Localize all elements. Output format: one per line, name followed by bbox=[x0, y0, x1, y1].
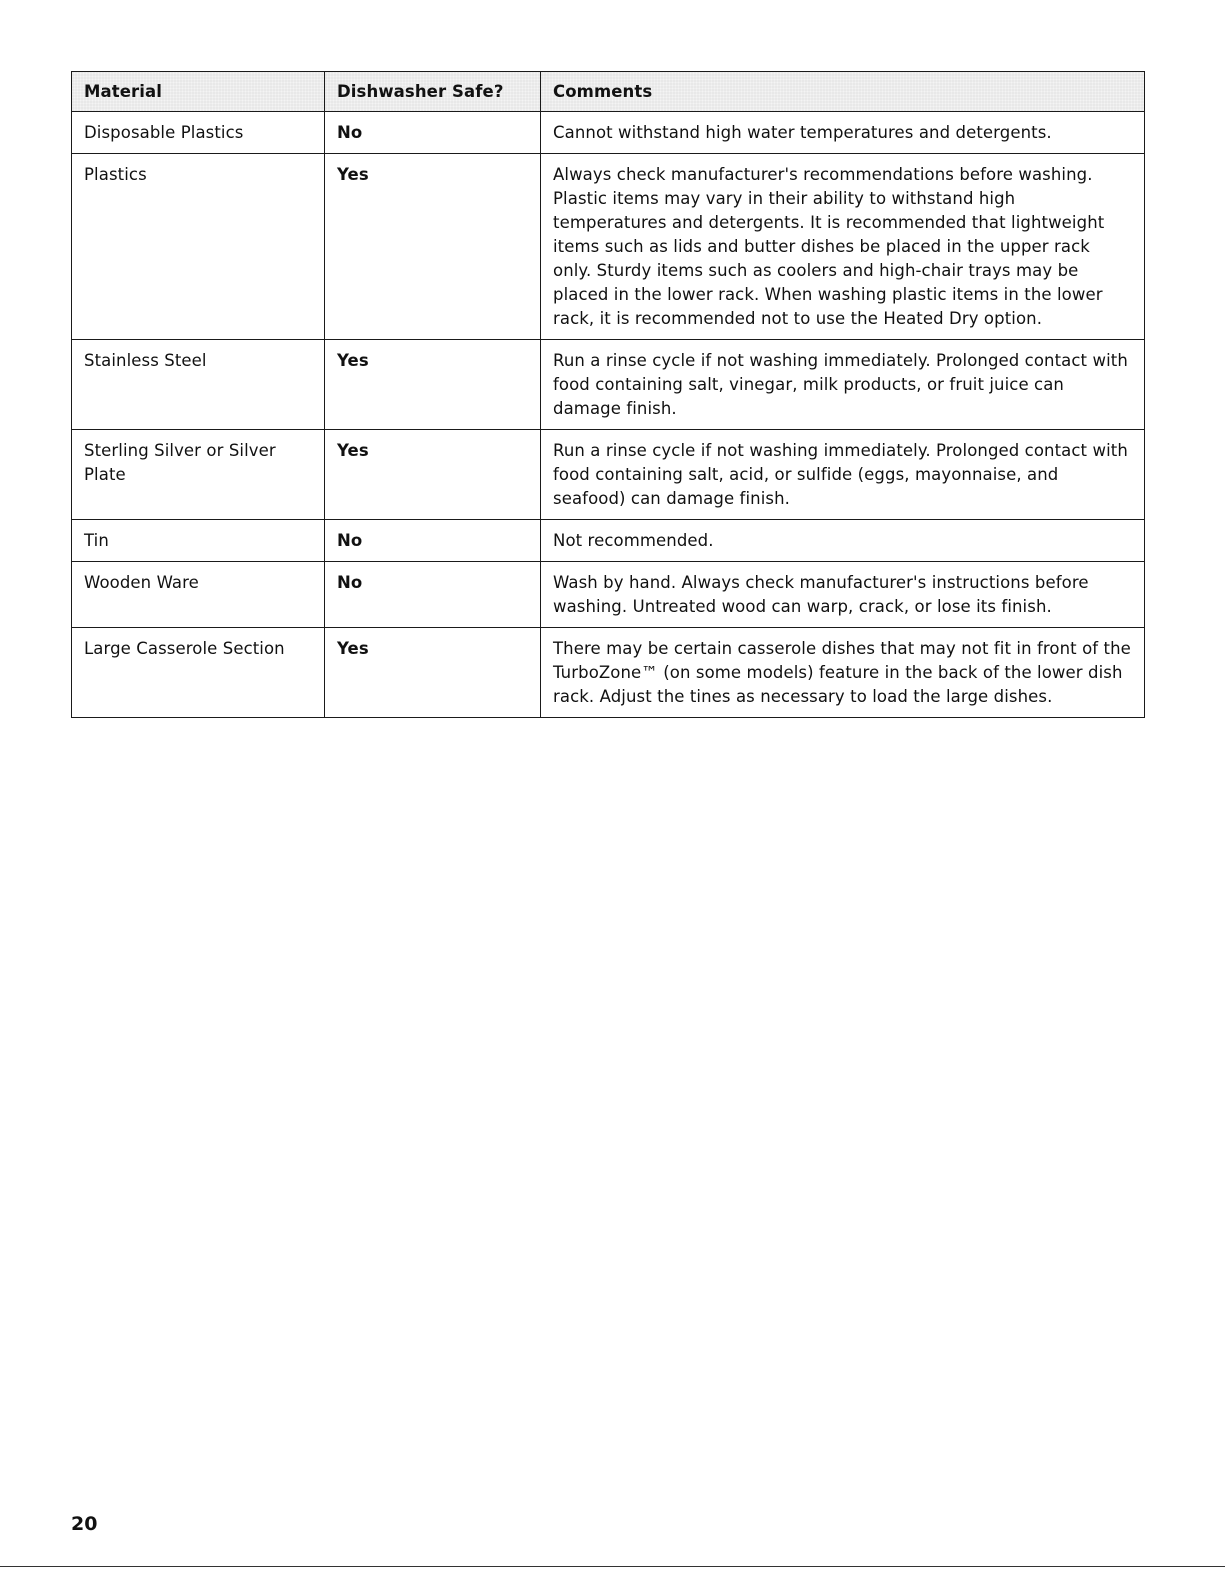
dishwasher-materials-table bbox=[71, 71, 1145, 718]
dishwasher-safe-cell: Yes bbox=[325, 430, 541, 520]
header-comments: Comments bbox=[541, 72, 1145, 112]
bottom-divider bbox=[0, 1566, 1225, 1567]
material-cell: Large Casserole Section bbox=[72, 628, 325, 718]
comment-cell: Wash by hand. Always check manufacturer's instructions before washing. Untreated wood can warp, crack, or lose its finish. bbox=[541, 562, 1145, 628]
dishwasher-safe-cell: No bbox=[325, 112, 541, 154]
table-row bbox=[72, 562, 1145, 628]
dishwasher-safe-cell: No bbox=[325, 520, 541, 562]
comment-cell: Always check manufacturer's recommendations before washing. Plastic items may vary in their ability to withstand high temperatures and detergents. It is recommended that lightweight items such as lids and butter dishes be placed in the upper rack only. Sturdy items such as coolers and high-chair trays may be placed in the lower rack. When washing plastic items in the lower rack, it is recommended not to use the Heated Dry option. bbox=[541, 154, 1145, 340]
table-row bbox=[72, 340, 1145, 430]
header-dishwasher-safe: Dishwasher Safe? bbox=[325, 72, 541, 112]
dishwasher-safe-cell: Yes bbox=[325, 154, 541, 340]
table-header-row bbox=[72, 72, 1145, 112]
comment-cell: There may be certain casserole dishes that may not fit in front of the TurboZone™ (on some models) feature in the back of the lower dish rack. Adjust the tines as necessary to load the large dishes. bbox=[541, 628, 1145, 718]
material-cell: Stainless Steel bbox=[72, 340, 325, 430]
table-row bbox=[72, 520, 1145, 562]
header-material: Material bbox=[72, 72, 325, 112]
dishwasher-safe-cell: No bbox=[325, 562, 541, 628]
table-row bbox=[72, 154, 1145, 340]
table-row bbox=[72, 628, 1145, 718]
dishwasher-safe-cell: Yes bbox=[325, 628, 541, 718]
comment-cell: Not recommended. bbox=[541, 520, 1145, 562]
material-cell: Plastics bbox=[72, 154, 325, 340]
dishwasher-safe-cell: Yes bbox=[325, 340, 541, 430]
page-number: 20 bbox=[71, 1513, 98, 1535]
material-cell: Wooden Ware bbox=[72, 562, 325, 628]
material-cell: Sterling Silver or Silver Plate bbox=[72, 430, 325, 520]
table-row bbox=[72, 112, 1145, 154]
comment-cell: Run a rinse cycle if not washing immediately. Prolonged contact with food containing salt, acid, or sulfide (eggs, mayonnaise, and seafood) can damage finish. bbox=[541, 430, 1145, 520]
comment-cell: Cannot withstand high water temperatures and detergents. bbox=[541, 112, 1145, 154]
material-cell: Disposable Plastics bbox=[72, 112, 325, 154]
table-row bbox=[72, 430, 1145, 520]
material-cell: Tin bbox=[72, 520, 325, 562]
comment-cell: Run a rinse cycle if not washing immediately. Prolonged contact with food containing salt, vinegar, milk products, or fruit juice can damage finish. bbox=[541, 340, 1145, 430]
